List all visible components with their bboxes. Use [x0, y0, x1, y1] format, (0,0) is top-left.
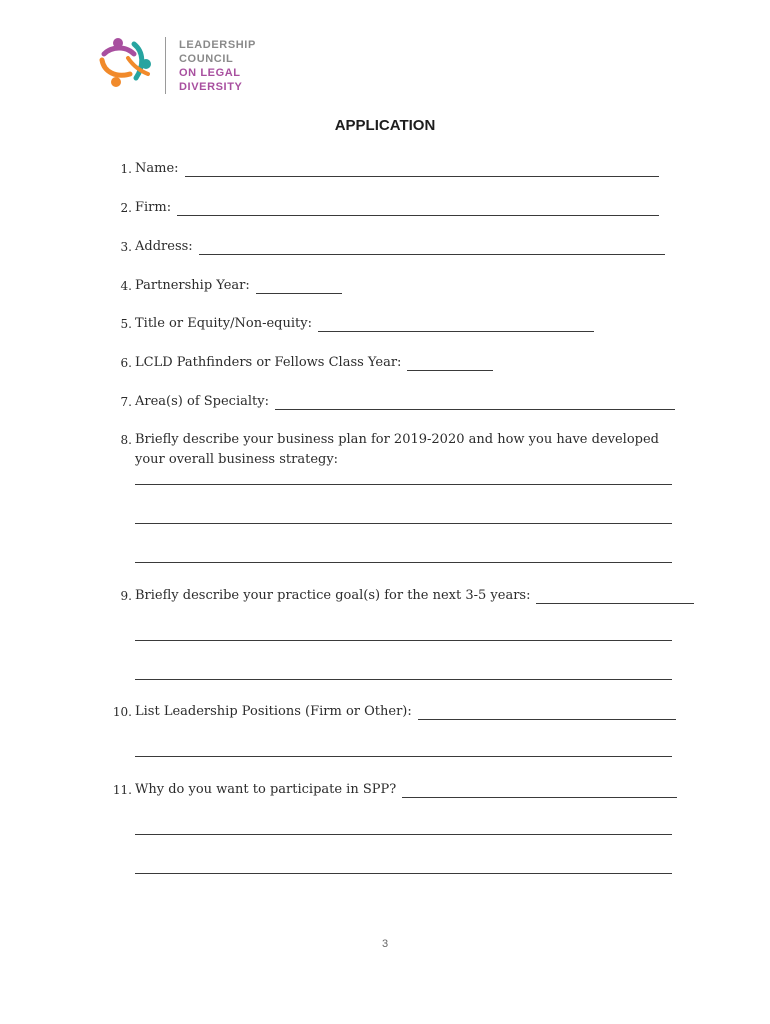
partnership-year-row [135, 278, 342, 294]
logo-text [179, 38, 256, 94]
specialty-label: Area(s) of Specialty: [135, 394, 269, 409]
leadership-positions-row [135, 704, 676, 720]
item-number: 9. [120, 589, 132, 603]
why-participate-row [135, 782, 677, 798]
practice-goals-label: Briefly describe your practice goal(s) for the next 3-5 years: [135, 588, 531, 603]
lcld-logo-icon [98, 34, 156, 92]
specialty-row [135, 394, 675, 410]
address-label: Address: [135, 239, 193, 254]
logo-line-2: COUNCIL [179, 53, 234, 65]
item-number: 10. [112, 705, 132, 719]
item-number: 1. [120, 162, 132, 176]
class-year-field[interactable] [407, 358, 493, 371]
name-row [135, 161, 659, 177]
page-title: APPLICATION [334, 117, 436, 134]
firm-label: Firm: [135, 200, 172, 215]
partnership-year-field[interactable] [256, 281, 342, 294]
name-label: Name: [135, 161, 179, 176]
why-participate-line-2[interactable] [135, 873, 672, 874]
practice-goals-row [135, 588, 694, 604]
name-field[interactable] [185, 164, 659, 177]
logo-line-1: LEADERSHIP [179, 39, 256, 51]
specialty-field[interactable] [275, 397, 675, 410]
partnership-year-label: Partnership Year: [135, 278, 250, 293]
why-participate-label: Why do you want to participate in SPP? [135, 782, 397, 797]
logo-line-3: ON LEGAL [179, 67, 241, 79]
address-row [135, 239, 665, 255]
title-equity-field[interactable] [318, 319, 594, 332]
leadership-positions-field[interactable] [418, 707, 676, 720]
business-plan-label: Briefly describe your business plan for 2019-2020 and how you have developed your overall business strategy: [135, 432, 659, 467]
business-plan-line-1[interactable] [135, 484, 672, 485]
address-field[interactable] [199, 242, 665, 255]
item-number: 8. [120, 433, 132, 447]
item-number: 7. [120, 395, 132, 409]
business-plan-line-2[interactable] [135, 523, 672, 524]
practice-goals-field[interactable] [536, 591, 694, 604]
why-participate-field[interactable] [402, 785, 677, 798]
organization-logo [98, 34, 258, 98]
item-number: 4. [120, 279, 132, 293]
logo-line-4: DIVERSITY [179, 81, 243, 93]
leadership-positions-line-1[interactable] [135, 756, 672, 757]
firm-row [135, 200, 659, 216]
item-number: 3. [120, 240, 132, 254]
item-number: 6. [120, 356, 132, 370]
practice-goals-line-2[interactable] [135, 679, 672, 680]
practice-goals-line-1[interactable] [135, 640, 672, 641]
why-participate-line-1[interactable] [135, 834, 672, 835]
class-year-label: LCLD Pathfinders or Fellows Class Year: [135, 355, 402, 370]
page-number: 3 [381, 938, 389, 950]
business-plan-line-3[interactable] [135, 562, 672, 563]
class-year-row [135, 355, 493, 371]
title-equity-row [135, 316, 594, 332]
item-number: 5. [120, 317, 132, 331]
logo-divider [165, 37, 166, 94]
firm-field[interactable] [177, 203, 659, 216]
leadership-positions-label: List Leadership Positions (Firm or Other): [135, 704, 412, 719]
item-number: 11. [112, 783, 132, 797]
title-equity-label: Title or Equity/Non-equity: [135, 316, 312, 331]
item-number: 2. [120, 201, 132, 215]
